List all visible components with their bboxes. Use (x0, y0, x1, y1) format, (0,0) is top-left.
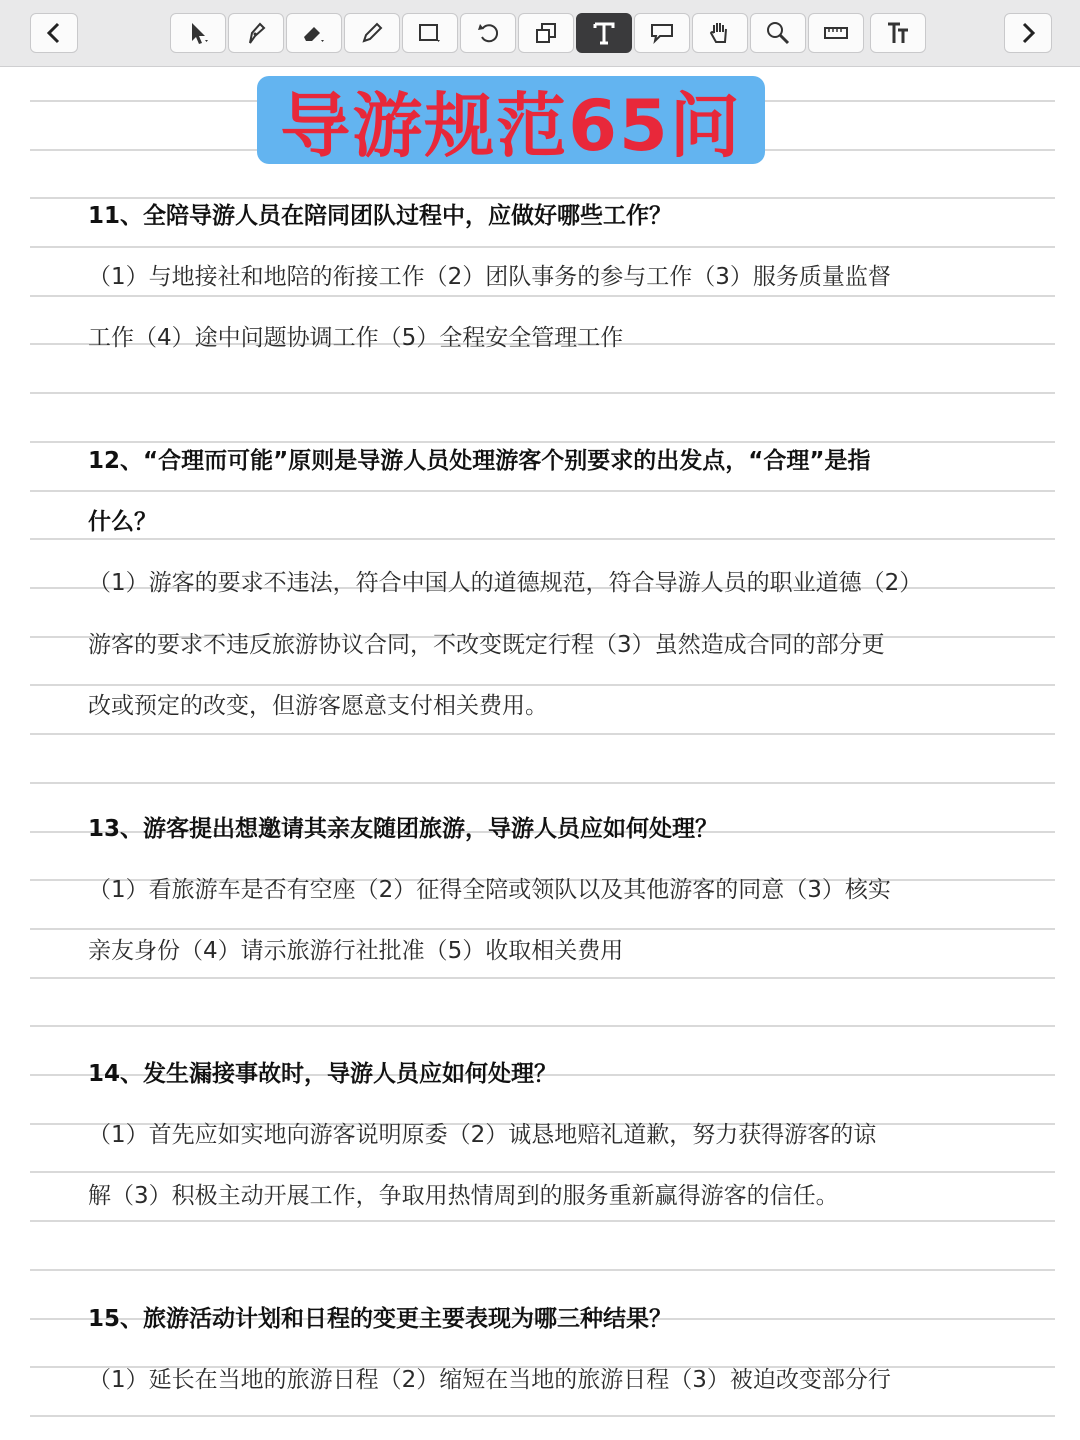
answer-line: 亲友身份（4）请示旅游行社批准（5）收取相关费用 (88, 938, 624, 964)
select-arrow-icon (184, 19, 212, 47)
ruled-line (30, 490, 1055, 492)
answer-line: （1）看旅游车是否有空座（2）征得全陪或领队以及其他游客的同意（3）核实 (88, 877, 891, 903)
pen-icon (242, 19, 270, 47)
pencil-icon (358, 19, 386, 47)
answer-line: 游客的要求不违反旅游协议合同，不改变既定行程（3）虽然造成合同的部分更 (88, 632, 885, 658)
chevron-right-icon (1014, 19, 1042, 47)
answer-line: （1）首先应如实地向游客说明原委（2）诚恳地赔礼道歉，努力获得游客的谅 (88, 1122, 877, 1148)
comment-tool-button[interactable] (634, 13, 690, 53)
ruled-line (30, 392, 1055, 394)
ruled-line (30, 538, 1055, 540)
document-title-banner (257, 76, 765, 167)
layers-button[interactable] (518, 13, 574, 53)
pen-tool-button[interactable] (228, 13, 284, 53)
ruler-icon (822, 19, 850, 47)
ruled-line (30, 782, 1055, 784)
chevron-left-icon (40, 19, 68, 47)
zoom-tool-button[interactable] (750, 13, 806, 53)
pencil-tool-button[interactable] (344, 13, 400, 53)
text-size-button[interactable] (870, 13, 926, 53)
answer-line: 工作（4）途中问题协调工作（5）全程安全管理工作 (88, 325, 624, 351)
eraser-icon (300, 19, 328, 47)
ruled-line (30, 1220, 1055, 1222)
text-tool-button[interactable] (576, 13, 632, 53)
layers-icon (532, 19, 560, 47)
text-size-icon (884, 19, 912, 47)
hand-icon (706, 19, 734, 47)
ruled-line (30, 1171, 1055, 1173)
select-tool-button[interactable] (170, 13, 226, 53)
question-line: 什么？ (88, 509, 157, 535)
ruler-tool-button[interactable] (808, 13, 864, 53)
ruled-line (30, 928, 1055, 930)
ruled-line (30, 1415, 1055, 1417)
question-line: 14、发生漏接事故时，导游人员应如何处理？ (88, 1061, 558, 1087)
rectangle-tool-button[interactable] (402, 13, 458, 53)
hand-tool-button[interactable] (692, 13, 748, 53)
magnifier-icon (764, 19, 792, 47)
ruled-line (30, 246, 1055, 248)
answer-line: （1）延长在当地的旅游日程（2）缩短在当地的旅游日程（3）被迫改变部分行 (88, 1367, 891, 1393)
answer-line: （1）与地接社和地陪的衔接工作（2）团队事务的参与工作（3）服务质量监督 (88, 264, 891, 290)
answer-line: 改或预定的改变，但游客愿意支付相关费用。 (88, 693, 548, 719)
text-icon (590, 19, 618, 47)
comment-icon (648, 19, 676, 47)
ruled-line (30, 977, 1055, 979)
ruled-line (30, 1269, 1055, 1271)
question-line: 12、“合理而可能”原则是导游人员处理游客个别要求的出发点，“合理”是指 (88, 448, 871, 474)
rectangle-icon (416, 19, 444, 47)
ruled-line (30, 295, 1055, 297)
forward-button[interactable] (1004, 13, 1052, 53)
back-button[interactable] (30, 13, 78, 53)
question-line: 11、全陪导游人员在陪同团队过程中，应做好哪些工作？ (88, 203, 673, 229)
ruled-line (30, 197, 1055, 199)
question-line: 13、游客提出想邀请其亲友随团旅游，导游人员应如何处理？ (88, 816, 719, 842)
ruled-line (30, 733, 1055, 735)
ruled-line (30, 1025, 1055, 1027)
document-title: 导游规范65问 (280, 84, 742, 167)
ruled-line (30, 441, 1055, 443)
annotation-toolbar (0, 0, 1080, 67)
undo-button[interactable] (460, 13, 516, 53)
undo-icon (474, 19, 502, 47)
eraser-tool-button[interactable] (286, 13, 342, 53)
answer-line: 解（3）积极主动开展工作，争取用热情周到的服务重新赢得游客的信任。 (88, 1183, 839, 1209)
ruled-line (30, 684, 1055, 686)
answer-line: （1）游客的要求不违法，符合中国人的道德规范，符合导游人员的职业道德（2） (88, 570, 923, 596)
question-line: 15、旅游活动计划和日程的变更主要表现为哪三种结果？ (88, 1306, 673, 1332)
